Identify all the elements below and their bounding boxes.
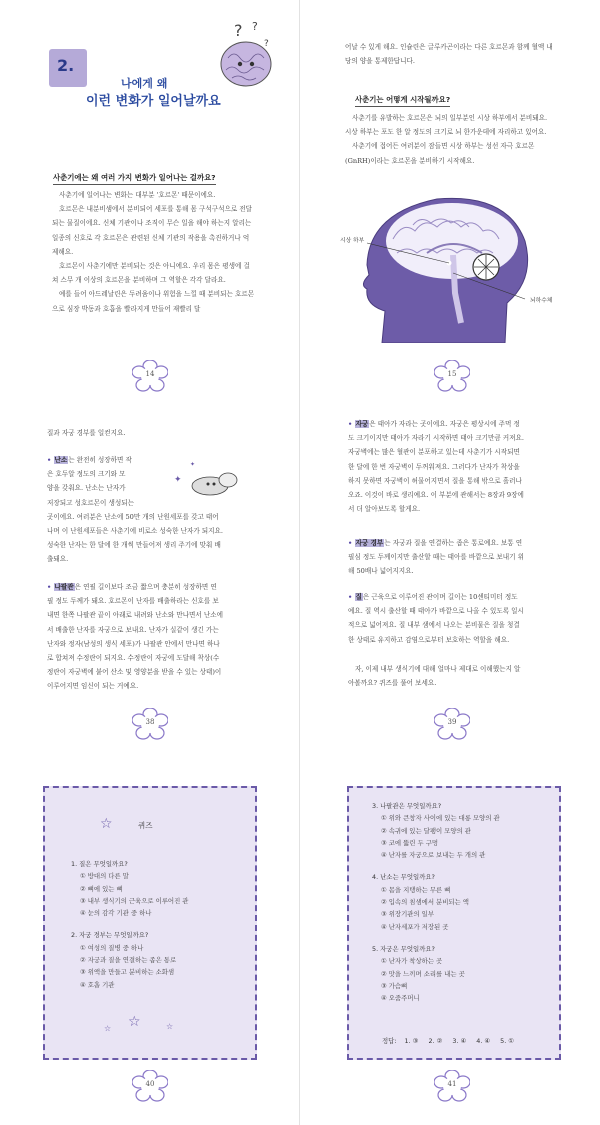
text-line: 난자와 정자(남성의 생식 세포)가 나팔관 안에서 만나면 하나 [47, 639, 220, 648]
text-line: 곳이에요. 여러분은 난소에 50만 개의 난원세포를 갖고 태어 [47, 512, 219, 521]
text-line: 출돼요. [47, 555, 69, 564]
answer-key [382, 1036, 514, 1045]
question: 1. 질은 무엇일까요? [71, 860, 128, 868]
page-41 [300, 762, 600, 1125]
svg-text:?: ? [252, 20, 258, 33]
star-icon: ☆ [100, 816, 113, 832]
question: 2. 자궁 경부는 무엇일까요? [71, 931, 149, 940]
answer-option: ③ 위액을 만들고 분비하는 소화샘 [80, 968, 175, 977]
label-hypothalamus: 시상 하부 [340, 238, 365, 244]
text-line: 예요. 질 역시 출산할 때 태아가 바깥으로 나올 수 있도록 일시 [348, 607, 524, 616]
spread-1 [0, 0, 600, 400]
page-number: 39 [447, 718, 457, 726]
text-line: 은 태아가 자라는 곳이에요. 자궁은 평상시에 주먹 정 [369, 420, 520, 428]
text-line: 해 50배나 넓어지지요. [348, 567, 414, 576]
answer-option: ③ 위장기관의 일부 [381, 910, 435, 919]
question: 4. 난소는 무엇일까요? [372, 873, 435, 882]
quiz-questions [71, 852, 246, 991]
text-line: 양을 갖춰요. 난소는 난자가 [47, 484, 126, 493]
vagina-term: 질 [355, 593, 362, 601]
bullet: • [47, 583, 54, 591]
text-line: 한 상태로 유지하고 감염으로부터 보호하는 역할을 해요. [348, 635, 510, 644]
text-line: 하지 못하면 자궁벽이 허물어지면서 질을 통해 밖으로 흘러나 [348, 476, 522, 485]
answer-option: ② 뼈에 있는 뼈 [80, 884, 123, 893]
text-line: 필 정도 두께가 돼요. 호르몬이 난자를 배출하라는 신호를 보 [47, 597, 219, 606]
page-number: 40 [145, 1080, 155, 1088]
text-line: 자궁벽에는 많은 혈관이 분포하고 있는데 사춘기가 시작되면 [348, 448, 520, 457]
text-line: 저장되고 성호르몬이 생성되는 [47, 498, 134, 507]
page-number: 15 [447, 370, 457, 378]
page-number: 41 [447, 1080, 457, 1088]
text-line: 서 배출한 난자를 자궁으로 보내요. 난자가 실같이 생긴 가는 [47, 625, 219, 634]
paragraph: 사춘기에 접어든 여러분이 잠들면 시상 하부는 성선 자극 호르몬(GnRH)이라는 호르몬을 분비하기 시작해요. [345, 142, 535, 165]
intro-text [345, 40, 555, 68]
star-icon: ☆ [128, 1014, 141, 1030]
label-pituitary: 뇌하수체 [530, 298, 553, 304]
text-line: 필심 정도 두께이지만 출산할 때는 태아를 바깥으로 보내기 위 [348, 553, 525, 562]
text-line: 한 달에 한 번 자궁벽이 두꺼워져요. 그러다가 난자가 착상을 [348, 462, 520, 471]
cervix-term: 자궁 경부 [355, 539, 384, 547]
answer-option: ① 몸을 지탱하는 무른 뼈 [381, 885, 451, 894]
page-38 [0, 400, 300, 762]
answer-key-item: 5. ① [500, 1037, 515, 1045]
section-heading: 사춘기는 어떻게 시작될까요? [355, 94, 450, 107]
text-line: 은 연필 길이보다 조금 짧으며 충분히 성장하면 연 [74, 583, 217, 591]
cervix-paragraph [348, 536, 558, 579]
page-number-flower [434, 1070, 470, 1102]
bullet: • [47, 456, 54, 464]
tube-paragraph [47, 580, 262, 694]
page-40 [0, 762, 300, 1125]
answer-key-item: 3. ④ [452, 1037, 467, 1045]
text-line: 서 더 알아보도록 할게요. [348, 505, 421, 514]
first-line: 질과 자궁 경부를 일컫지요. [47, 429, 126, 437]
answer-option: ① 방대의 다른 말 [80, 872, 129, 881]
answer-option: ② 속귀에 있는 달팽이 모양의 관 [381, 826, 471, 835]
answer-key-label: 정답: [382, 1037, 397, 1045]
star-icon: ☆ [166, 1022, 174, 1031]
text-line: 이루어지면 임신이 되는 거예요. [47, 682, 139, 691]
tube-term: 나팔관 [54, 583, 74, 591]
answer-option: ① 난자가 착상하는 곳 [381, 957, 443, 966]
answer-option: ③ 가슴뼈 [381, 981, 408, 990]
bullet: • [348, 539, 355, 547]
body-text [52, 188, 255, 316]
vagina-paragraph [348, 590, 558, 647]
section-heading: 사춘기에는 왜 여러 가지 변화가 일어나는 걸까요? [53, 172, 216, 185]
page-number-flower [132, 1070, 168, 1102]
page-number: 14 [145, 370, 155, 378]
paragraph: 사춘기를 유발하는 호르몬은 뇌의 일부분인 시상 하부에서 분비돼요. 시상 하부는 포도 한 알 정도의 크기로 뇌 한가운데에 자리하고 있어요. [345, 114, 548, 137]
text-line: 도 크기이지만 태아가 자라기 시작하면 태아 크기만큼 커져요. [348, 434, 525, 443]
uterus-term: 자궁 [355, 420, 369, 428]
answer-option: ④ 눈의 감각 기관 중 하나 [80, 909, 152, 918]
answer-key-item: 2. ② [428, 1037, 443, 1045]
answer-option: ④ 난자세포가 저장된 곳 [381, 922, 449, 931]
spread-3 [0, 762, 600, 1125]
answer-option: ② 자궁과 질을 연결하는 좁은 통로 [80, 956, 177, 965]
chapter-title-line2: 이런 변화가 일어날까요 [86, 94, 221, 109]
answer-option: ③ 내부 생식기의 근육으로 이루어진 관 [80, 896, 189, 905]
svg-text:?: ? [264, 39, 269, 49]
paragraph: 예를 들어 아드레날린은 두려움이나 위험을 느낄 때 분비되는 호르몬으로 심장 박동과 호흡을 빨라지게 만들어 재빨리 달 [52, 290, 255, 313]
answer-option: ① 여성의 질병 중 하나 [80, 943, 144, 952]
page-39 [300, 400, 600, 762]
page-15 [300, 0, 600, 400]
text-line: 오죠. 이것이 바로 생리예요. 이 부분에 관해서는 8장과 9장에 [348, 491, 524, 500]
text-line: 은 근육으로 이루어진 관이며 길이는 10센티미터 정도 [362, 593, 518, 601]
text-line: 는 자궁과 질을 연결하는 좁은 통로예요. 보통 연 [384, 539, 523, 547]
paragraph: 호르몬이 사춘기에만 분비되는 것은 아니에요. 우리 몸은 평생에 걸쳐 스무 개 이상의 호르몬을 분비하며 그 역할은 각각 달라요. [52, 262, 250, 285]
answer-option: ① 위와 큰창자 사이에 있는 대롱 모양의 관 [381, 814, 500, 823]
paragraph: 사춘기에 일어나는 변화는 대부분 '호르몬' 때문이에요. [59, 191, 216, 199]
uterus-paragraph [348, 417, 558, 516]
text-line: 아볼까요? 퀴즈를 풀어 보세요. [348, 679, 437, 688]
page-number-flower [132, 708, 168, 740]
closing-paragraph [348, 662, 558, 690]
question: 5. 자궁은 무엇일까요? [372, 944, 435, 953]
text-line: 나며 이 난원세포들은 사춘기에 비로소 성숙한 난자가 되지요. [47, 527, 224, 536]
text-line: 자, 이제 내부 생식기에 대해 얼마나 제대로 이해했는지 알 [355, 665, 521, 673]
answer-key-item: 1. ③ [404, 1037, 419, 1045]
answer-option: ② 맛을 느끼며 소리를 내는 곳 [381, 969, 465, 978]
paragraph: 어날 수 있게 해요. 인슐린은 글루카곤이라는 다른 호르몬과 함께 혈액 내 당의 양을 통제한답니다. [345, 43, 553, 66]
answer-option: ④ 난자를 자궁으로 보내는 두 개의 관 [381, 851, 486, 860]
answer-option: ③ 코에 뚫린 두 구멍 [381, 838, 439, 847]
text-line: 성숙한 난자는 한 달에 한 개씩 만들어져 생리 주기에 맞춰 배 [47, 541, 221, 550]
bullet: • [348, 420, 355, 428]
text-line: 는 완전히 성장하면 작 [68, 456, 132, 464]
page-number: 38 [145, 718, 155, 726]
answer-key-item: 4. ④ [476, 1037, 491, 1045]
chapter-title-line1: 나에게 왜 [121, 77, 168, 90]
quiz-title: 퀴즈 [138, 821, 153, 830]
text-line: 적으로 넓어져요. 질 내부 샘에서 나오는 분비물은 질을 청결 [348, 621, 520, 630]
svg-text:?: ? [234, 21, 243, 40]
answer-option: ④ 호흡 기관 [80, 980, 115, 989]
ovary-term: 난소 [54, 456, 68, 464]
page-14 [0, 0, 300, 400]
svg-text:✦: ✦ [190, 461, 196, 468]
page-number-flower [434, 360, 470, 392]
bullet: • [348, 593, 355, 601]
svg-text:✦: ✦ [174, 475, 182, 485]
page-number-flower [434, 708, 470, 740]
confused-brain-illustration [212, 18, 278, 94]
text-line: 정란이 자궁벽에 붙어 산소 및 영양분을 받을 수 있는 상태)이 [47, 668, 222, 677]
quiz-questions [372, 794, 552, 1004]
question: 3. 나팔관은 무엇일까요? [372, 802, 442, 810]
head-brain-illustration [357, 193, 547, 343]
answer-option: ② 입속의 침샘에서 분비되는 액 [381, 898, 469, 907]
text-line: 로 합쳐져 수정란이 되지요. 수정란이 자궁에 도달해 착상(수 [47, 654, 220, 663]
ovary-illustration [168, 452, 248, 502]
spread-2 [0, 400, 600, 762]
paragraph: 호르몬은 내분비샘에서 분비되어 세포를 통해 몸 구석구석으로 전달되는 물질이에요. 신체 기관이나 조직이 무슨 일을 해야 하는지 알리는 일종의 신호로 각 호르몬은 관련된 신체 기관의 작용을 촉진하거나 억제해요. [52, 205, 253, 256]
body-text [345, 111, 555, 168]
text-line: 내면 한쪽 나팔관 끝이 아래로 내려와 난소와 만나면서 난소에 [47, 611, 224, 620]
page-number-flower [132, 360, 168, 392]
text-line: 은 호두알 정도의 크기와 모 [47, 470, 126, 479]
chapter-number: 2. [57, 56, 75, 75]
answer-option: ④ 오줌주머니 [381, 994, 420, 1003]
star-icon: ☆ [104, 1024, 112, 1033]
